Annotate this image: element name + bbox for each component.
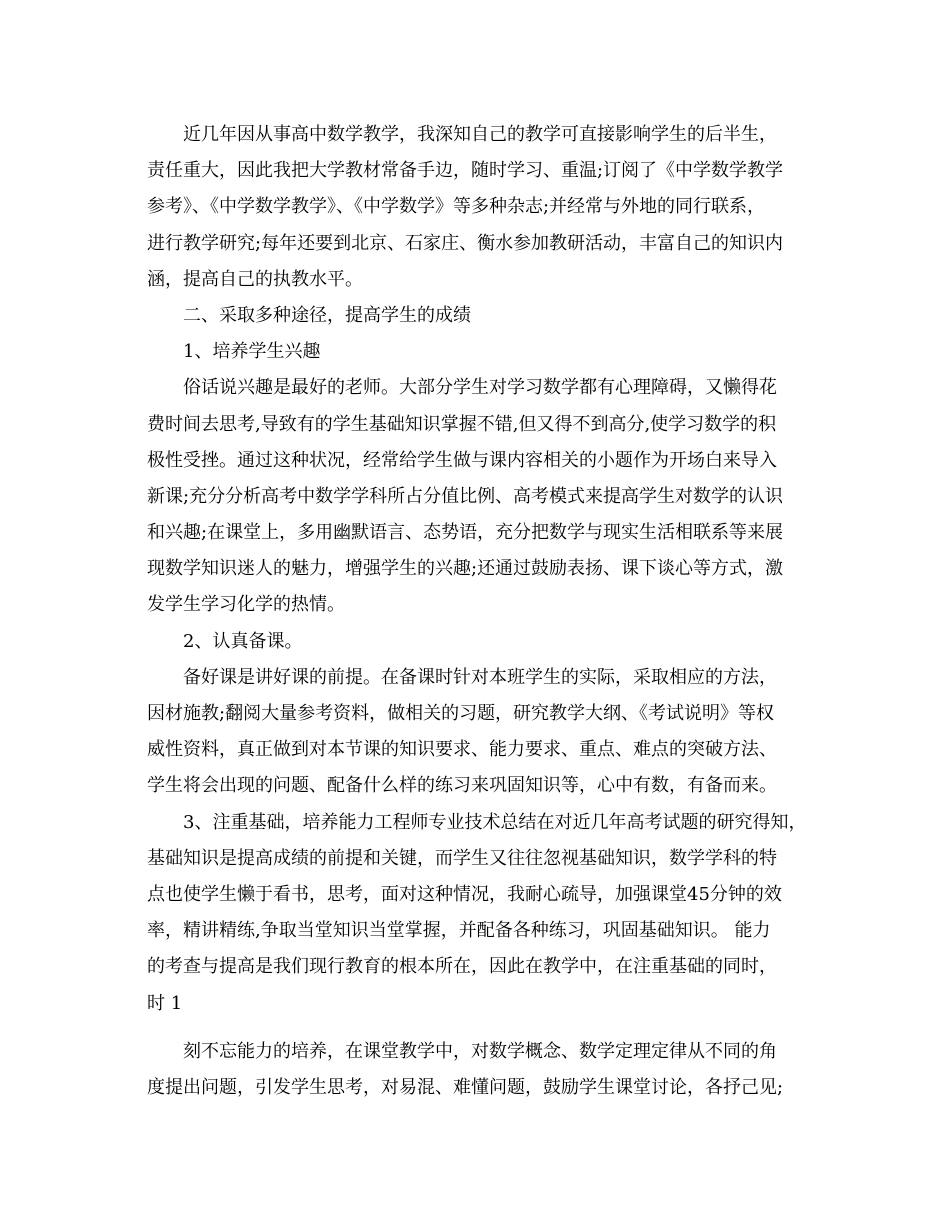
- paragraph-line: 的考查与提高是我们现行教育的根本所在，因此在教学中，在注重基础的同时，: [147, 956, 777, 978]
- paragraph-line: 参考》、《中学数学教学》、《中学数学》等多种杂志;并经常与外地的同行联系，: [147, 196, 766, 218]
- paragraph-line: 和兴趣;在课堂上，多用幽默语言、态势语，充分把数学与现实生活相联系等来展: [147, 522, 784, 544]
- subsection-heading: 2、认真备课。: [183, 630, 303, 652]
- paragraph-line: 新课;充分分析高考中数学学科所占分值比例、高考模式来提高学生对数学的认识: [147, 485, 784, 507]
- paragraph-line: 俗话说兴趣是最好的老师。大部分学生对学习数学都有心理障碍，又懒得花: [183, 377, 777, 399]
- paragraph-line: 近几年因从事高中数学教学，我深知自己的教学可直接影响学生的后半生，: [183, 124, 777, 145]
- page-break-line: 时 1: [147, 992, 183, 1014]
- paragraph-line: 责任重大，因此我把大学教材常备手边，随时学习、重温;订阅了《中学数学教学: [147, 160, 784, 182]
- section-heading: 二、采取多种途径，提高学生的成绩: [183, 304, 471, 326]
- paragraph-line: 率，精讲精练,争取当堂知识当堂掌握，并配备各种练习，巩固基础知识。 能力: [147, 920, 771, 942]
- paragraph-line: 费时间去思考,导致有的学生基础知识掌握不错,但又得不到高分,使学习数学的积: [147, 413, 777, 435]
- paragraph-line: 发学生学习化学的热情。: [147, 594, 345, 616]
- paragraph-line: 现数学知识迷人的魅力，增强学生的兴趣;还通过鼓励表扬、课下谈心等方式，激: [147, 558, 784, 580]
- paragraph-line: 点也使学生懒于看书，思考，面对这种情况，我耐心疏导，加强课堂45分钟的效: [147, 883, 782, 905]
- paragraph-line: 涵，提高自己的执教水平。: [147, 268, 363, 290]
- paragraph-line: 极性受挫。通过这种状况，经常给学生做与课内容相关的小题作为开场白来导入: [147, 449, 777, 471]
- paragraph-line: 威性资料，真正做到对本节课的知识要求、能力要求、重点、难点的突破方法、: [147, 739, 777, 761]
- paragraph-line: 基础知识是提高成绩的前提和关键，而学生又往往忽视基础知识，数学学科的特: [147, 847, 777, 869]
- paragraph-line: 3、注重基础，培养能力工程师专业技术总结在对近几年高考试题的研究得知，: [183, 811, 807, 833]
- document-body: [147, 117, 837, 1106]
- paragraph-line: 刻不忘能力的培养，在课堂教学中，对数学概念、数学定理定律从不同的角: [183, 1040, 777, 1062]
- paragraph-line: 度提出问题，引发学生思考，对易混、难懂问题，鼓励学生课堂讨论，各抒己见;: [147, 1076, 784, 1098]
- subsection-heading: 1、培养学生兴趣: [183, 341, 321, 363]
- page-break-gap: [147, 1022, 837, 1034]
- paragraph-line: 因材施教;翻阅大量参考资料，做相关的习题，研究教学大纲、《考试说明》等权: [147, 703, 775, 724]
- paragraph-line: 学生将会出现的问题、配备什么样的练习来巩固知识等，心中有数，有备而来。: [147, 775, 777, 797]
- paragraph-line: 备好课是讲好课的前提。在备课时针对本班学生的实际，采取相应的方法，: [183, 666, 777, 688]
- paragraph-line: 进行教学研究;每年还要到北京、石家庄、衡水参加教研活动，丰富自己的知识内: [147, 232, 784, 254]
